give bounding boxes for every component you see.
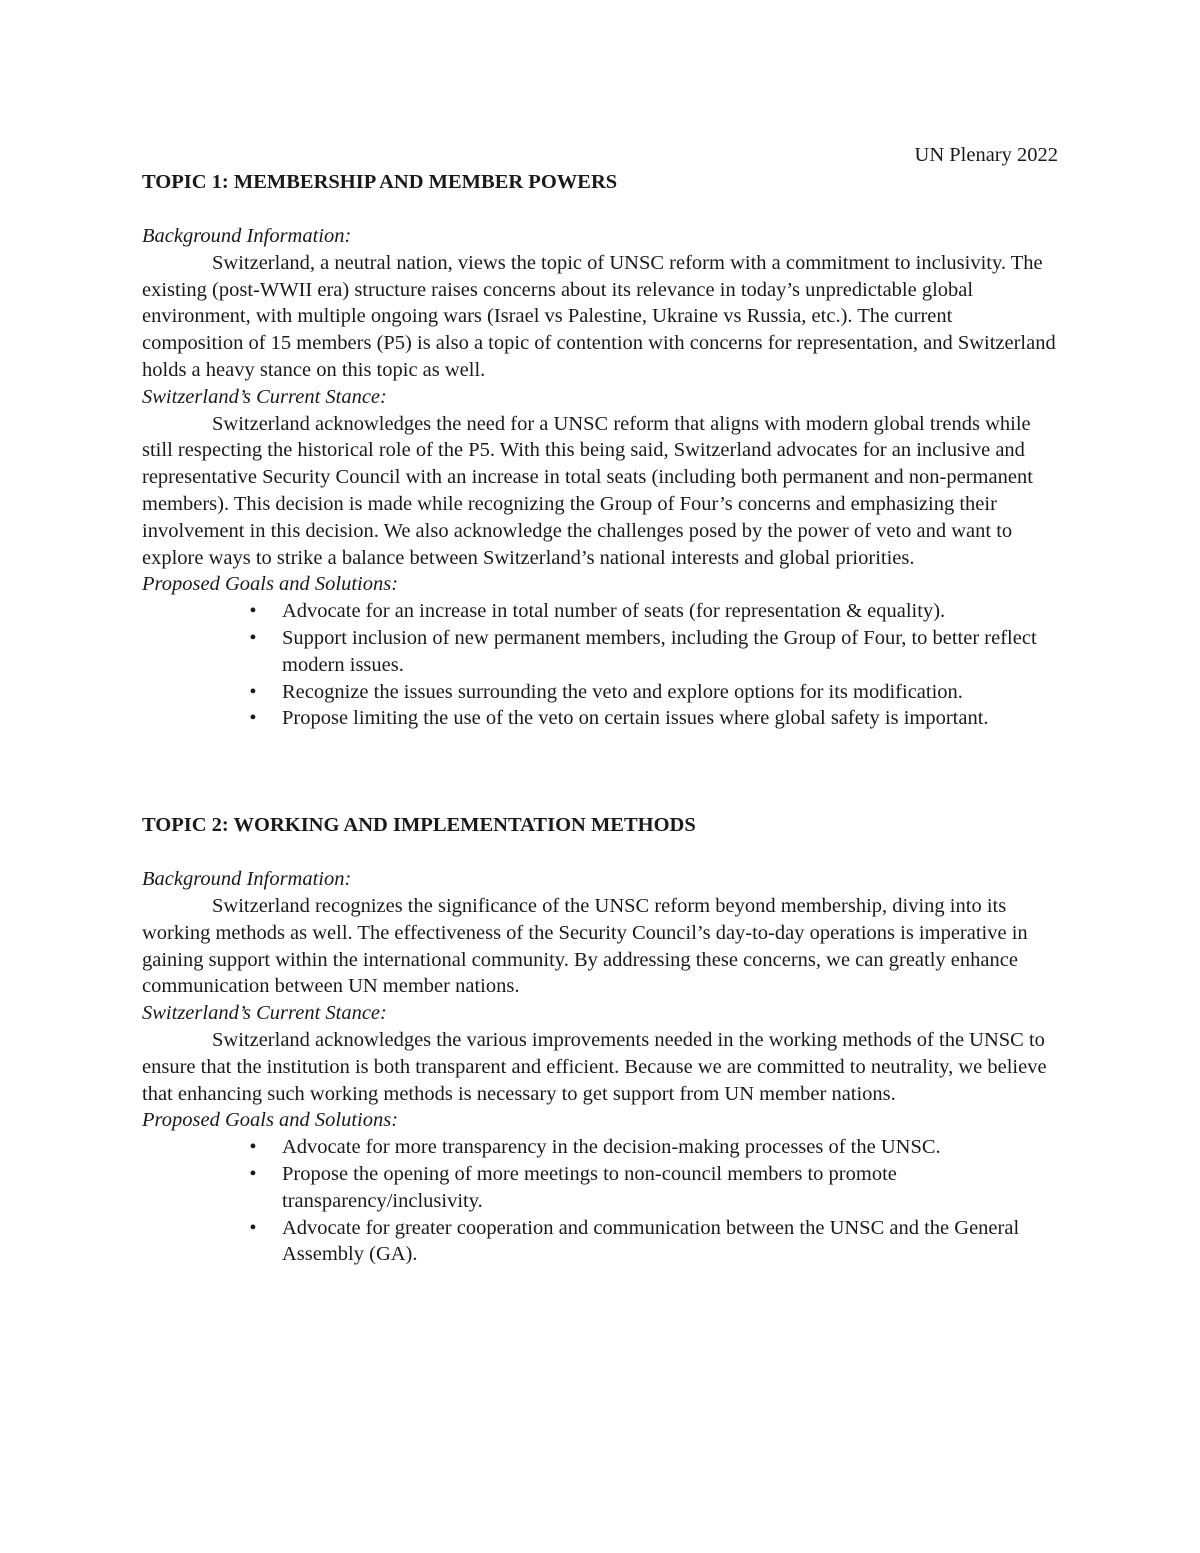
topic-2-goals-label: Proposed Goals and Solutions:	[142, 1109, 399, 1132]
topic-1-background-text: Switzerland, a neutral nation, views the topic of UNSC reform with a commitment to inclusivity. The existing (post-WWII era) structure raises concerns about its relevance in today’s unpredictable global environment, with multiple ongoing wars (Israel vs Palestine, Ukraine vs Russia, etc.). The current composition of 15 members (P5) is also a topic of contention with concerns for representation, and Switzerland holds a heavy stance on this topic as well.	[142, 251, 1056, 381]
topic-1-goals-list	[142, 598, 1058, 732]
topic-1-stance-text: Switzerland acknowledges the need for a UNSC reform that aligns with modern global trends while still respecting the historical role of the P5. With this being said, Switzerland advocates for an inclusive and representative Security Council with an increase in total seats (including both permanent and non-permanent members). This decision is made while recognizing the Group of Four’s concerns and emphasizing their involvement in this decision. We also acknowledge the challenges posed by the power of veto and want to explore ways to strike a balance between Switzerland’s national interests and global priorities.	[142, 412, 1033, 569]
topic-2-stance-text: Switzerland acknowledges the various improvements needed in the working methods of the UNSC to ensure that the institution is both transparent and efficient. Because we are committed to neutrality, we believe that enhancing such working methods is necessary to get support from UN member nations.	[142, 1028, 1047, 1105]
topic-2-heading: TOPIC 2: WORKING AND IMPLEMENTATION METHODS	[142, 814, 696, 837]
header-label: UN Plenary 2022	[914, 144, 1058, 166]
list-item	[249, 679, 1058, 706]
bullet-icon: •	[249, 1136, 257, 1159]
topic-1-goals-label: Proposed Goals and Solutions:	[142, 573, 399, 596]
blank-line	[142, 839, 1058, 866]
topic-2-goals-list	[142, 1134, 1058, 1268]
list-item	[249, 598, 1058, 625]
topic-2-background-text: Switzerland recognizes the significance of the UNSC reform beyond membership, diving into its working methods as well. The effectiveness of the Security Council’s day-to-day operations is imperative in gaining support within the international community. By addressing these concerns, we can greatly enhance communication between UN member nations.	[142, 894, 1028, 998]
goal-text: Recognize the issues surrounding the veto and explore options for its modification.	[282, 680, 963, 703]
topic-2-background-label: Background Information:	[142, 868, 352, 891]
list-item	[249, 1134, 1058, 1161]
bullet-icon: •	[249, 1216, 257, 1239]
goal-text: Advocate for an increase in total number of seats (for representation & equality).	[282, 600, 946, 623]
document-page	[142, 142, 1058, 1268]
topic-2-section	[142, 812, 1058, 1268]
list-item	[249, 625, 1058, 679]
goal-text: Propose limiting the use of the veto on certain issues where global safety is important.	[282, 707, 989, 730]
section-spacer	[142, 732, 1058, 812]
bullet-icon: •	[249, 1162, 257, 1185]
blank-line	[142, 196, 1058, 223]
list-item	[249, 1161, 1058, 1215]
goal-text: Propose the opening of more meetings to non-council members to promote transparency/inclusivity.	[282, 1162, 897, 1212]
topic-2-stance-label: Switzerland’s Current Stance:	[142, 1002, 387, 1025]
bullet-icon: •	[249, 600, 257, 623]
topic-1-heading: TOPIC 1: MEMBERSHIP AND MEMBER POWERS	[142, 171, 618, 193]
bullet-icon: •	[249, 680, 257, 703]
list-item	[249, 1215, 1058, 1269]
topic-1-background-label: Background Information:	[142, 225, 352, 247]
list-item	[249, 705, 1058, 732]
topic-1-section	[142, 169, 1058, 732]
goal-text: Advocate for greater cooperation and communication between the UNSC and the General Assembly (GA).	[282, 1216, 1020, 1266]
bullet-icon: •	[249, 626, 257, 649]
topic-1-stance-label: Switzerland’s Current Stance:	[142, 385, 387, 408]
goal-text: Advocate for more transparency in the decision-making processes of the UNSC.	[282, 1136, 941, 1159]
bullet-icon: •	[249, 707, 257, 730]
goal-text: Support inclusion of new permanent members, including the Group of Four, to better reflect modern issues.	[282, 626, 1037, 676]
